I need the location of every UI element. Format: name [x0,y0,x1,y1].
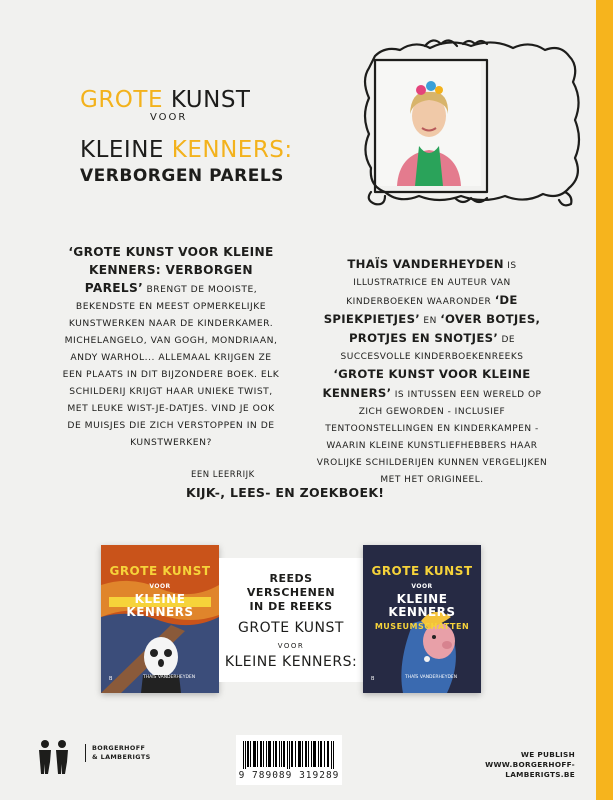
series-cover-museumschatten [363,545,481,693]
title-word-kenners: KENNERS: [171,137,293,163]
author-bio-text-3: DE SUCCESVOLLE KINDERBOEKENREEKS [340,335,524,362]
author-book-botjes: ‘OVER BOTJES, PROTJES EN SNOTJES’ [348,312,541,345]
author-photo [377,62,481,186]
series-cover-scream [101,545,219,693]
publisher-name-1: BORGERHOFF [92,744,146,752]
cover-right-author: THAÏS VANDERHEYDEN [405,675,458,680]
book-spine-edge [596,0,613,800]
book-description [60,244,282,451]
cover-left-title-2: KLEINE KENNERS [126,592,194,619]
cover-left-title-1: GROTE KUNST [109,564,211,578]
cover-right-publisher: B [371,676,375,682]
author-bio-text-4: IS INTUSSEN EEN WERELD OP ZICH GEWORDEN - INCLUSIEF TENTOONSTELLINGEN EN KINDERKAMPEN - WAARIN KLEINE KUNSTLIEFHEBBERS HAAR VROLIJKE SCHILDERIJEN KUNNEN VERGELIJKEN MET HET ORIGINEEL. [316,390,548,485]
title-word-kleine: KLEINE [80,137,164,163]
author-book-series: ‘GROTE KUNST VOOR KLEINE KENNERS’ [322,367,531,400]
series-label-3: IN DE REEKS [249,600,333,613]
cover-left-publisher: B [109,676,113,682]
barcode-icon [243,741,335,769]
book-description-text: BRENGT DE MOOISTE, BEKENDSTE EN MEEST OPMERKELIJKE KUNSTWERKEN NAAR DE KINDERKAMER. MICHELANGELO, VAN GOGH, MONDRIAAN, ANDY WARHOL... ALLEMAAL KRIJGEN ZE EEN PLAATS IN DIT BIJZONDERE BOEK. ELK SCHILDERIJ KRIJGT HAAR UNIEKE TWIST, MET LEUKE WIST-JE-DATJES. VIND JE OOK DE MUISJES DIE ZICH VERSTOPPEN IN DE KUNSTWERKEN? [62,284,280,448]
book-subtitle: VERBORGEN PARELS [80,166,284,186]
cover-right-title-2: KLEINE KENNERS [388,592,456,619]
publisher-website-link[interactable]: WWW.BORGERHOFF-LAMBERIGTS.BE [485,760,575,779]
tagline-intro: EEN LEERRIJK [191,470,255,480]
tagline: KIJK-, LEES- EN ZOEKBOEK! [186,485,385,500]
book-title [80,88,300,163]
cover-right-title-3: MUSEUMSCHATTEN [374,622,470,631]
book-description-title: ‘GROTE KUNST VOOR KLEINE KENNERS: VERBORGEN PARELS’ [68,245,274,295]
series-label-1: REEDS [269,572,313,585]
author-bio-text-2: EN [423,316,437,326]
isbn-number: 9 789089 319289 [238,770,340,781]
cover-left-title [101,565,219,619]
author-bio-text-1: IS ILLUSTRATRICE EN AUTEUR VAN KINDERBOEKEN WAARONDER [346,261,517,307]
cover-left-voor: VOOR [149,583,171,590]
title-word-grote: GROTE [80,87,163,113]
author-book-spiekpietjes: ‘DE SPIEKPIETJES’ [323,293,518,326]
series-title-2: KLEINE KENNERS: [224,654,358,670]
series-label-2: VERSCHENEN [246,586,336,599]
publisher-name-2: & LAMBERIGTS [92,753,151,761]
title-word-kunst: KUNST [170,87,251,113]
publisher-logo-icon [32,738,76,774]
series-title-1: GROTE KUNST [238,620,344,636]
series-title-voor: VOOR [277,642,305,650]
series-title [219,620,363,670]
publisher-name [85,744,151,762]
author-bio [316,256,548,489]
cover-right-title-1: GROTE KUNST [371,564,473,578]
publisher-tagline [420,750,575,780]
author-portrait-illustration [377,62,481,186]
publisher-slogan: WE PUBLISH [520,750,575,759]
author-name: THAÏS VANDERHEYDEN [347,257,504,271]
series-info-box [219,558,363,682]
cover-right-title [363,565,481,633]
cover-left-author: THAÏS VANDERHEYDEN [143,675,196,680]
title-word-voor: VOOR [150,112,188,123]
cover-right-voor: VOOR [411,583,433,590]
